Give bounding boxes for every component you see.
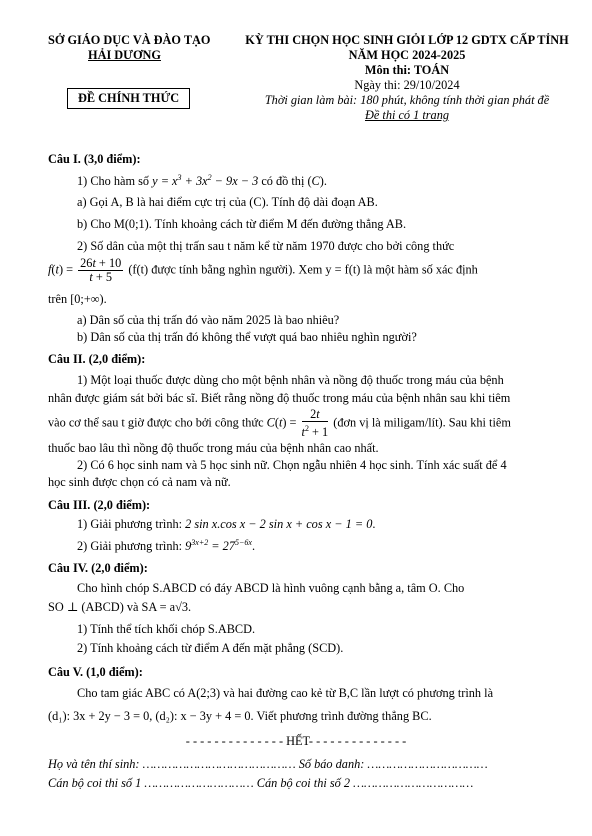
q1-1a: a) Gọi A, B là hai điểm cực trị của (C). Tính độ dài đoạn AB. <box>77 195 378 209</box>
q3-p1: 1) Giải phương trình: 2 sin x.cos x − 2 sin x + cos x − 1 = 0. <box>77 517 376 531</box>
q4-line1: Cho hình chóp S.ABCD có đáy ABCD là hình vuông cạnh bằng a, tâm O. Cho <box>77 581 465 595</box>
q3-title: Câu III. (2,0 điểm): <box>48 498 151 512</box>
q3-p2: 2) Giải phương trình: $9^{3x+2} = 27^{5-6x}$. <box>77 538 256 554</box>
subject: Môn thi: TOÁN <box>364 63 450 77</box>
q2-p1-line2: nhân được giám sát bởi bác sĩ. Biết rằng nồng độ thuốc trong máu của bệnh nhân sau khi tiêm <box>48 391 511 405</box>
q5-line1: Cho tam giác ABC có A(2;3) và hai đường cao kẻ từ B,C lần lượt có phương trình là <box>77 686 494 700</box>
exam-date: Ngày thi: 29/10/2024 <box>354 78 460 92</box>
q1-1b: b) Cho M(0;1). Tính khoảng cách từ điểm M đến đường thẳng AB. <box>77 217 407 231</box>
q1-2b: b) Dân số của thị trấn đó không thể vượt quá bao nhiêu nghìn người? <box>77 330 417 344</box>
q1-part2-line1: 2) Số dân của một thị trấn sau t năm kể từ năm 1970 được cho bởi công thức <box>77 239 455 253</box>
time-limit: Thời gian làm bài: 180 phút, không tính thời gian phát đề <box>264 93 550 107</box>
q2-p1-line3: vào cơ thể sau t giờ được cho bởi công thức C(t) = $\frac{2t}{t^2 + 1}$ (đơn vị là miligam/lít). Sau khi tiêm <box>48 407 511 440</box>
q4-p2: 2) Tính khoảng cách từ điểm A đến mặt phẳng (SCD). <box>77 641 344 655</box>
q2-p2-line1: 2) Có 6 học sinh nam và 5 học sinh nữ. Chọn ngẫu nhiên 4 học sinh. Tính xác suất để 4 <box>77 458 507 472</box>
q5-title: Câu V. (1,0 điểm): <box>48 665 143 679</box>
end-marker: - - - - - - - - - - - - - - HẾT- - - - - - - - - - - - - - <box>185 734 407 748</box>
department-name: SỞ GIÁO DỤC VÀ ĐÀO TẠO <box>48 33 211 47</box>
exam-title: KỲ THI CHỌN HỌC SINH GIỎI LỚP 12 GDTX CẤP TỈNH <box>245 33 569 47</box>
q1-title: Câu I. (3,0 điểm): <box>48 152 141 166</box>
q2-p2-line2: học sinh được chọn có cả nam và nữ. <box>48 475 231 489</box>
school-year: NĂM HỌC 2024-2025 <box>348 48 466 62</box>
q4-line2: SO ⊥ (ABCD) và SA = a√3. <box>48 600 192 614</box>
page-count: Đề thi có 1 trang <box>364 108 450 122</box>
q2-p1-line4: thuốc bao lâu thì nồng độ thuốc trong máu của bệnh nhân cao nhất. <box>48 441 379 455</box>
official-badge: ĐỀ CHÍNH THỨC <box>67 88 190 109</box>
proctor-line: Cán bộ coi thi số 1 ………………………… Cán bộ coi thi số 2 …………………………… <box>48 776 474 790</box>
candidate-info-line: Họ và tên thí sinh: …………………………………… Số báo danh: …………………………… <box>48 757 488 771</box>
q5-line2: (d₁): 3x + 2y − 3 = 0, (d₂): x − 3y + 4 = 0. Viết phương trình đường thẳng BC. <box>48 709 432 723</box>
q4-title: Câu IV. (2,0 điểm): <box>48 561 148 575</box>
q4-p1: 1) Tính thể tích khối chóp S.ABCD. <box>77 622 256 636</box>
q1-part2-line3: trên [0;+∞). <box>48 292 107 306</box>
q1-2a: a) Dân số của thị trấn đó vào năm 2025 là bao nhiêu? <box>77 313 340 327</box>
q2-p1-line1: 1) Một loại thuốc được dùng cho một bệnh nhân và nồng độ thuốc trong máu của bệnh <box>77 373 504 387</box>
q1-part2-line2: f(t) = $\frac{26t + 10}{t + 5}$ (f(t) được tính bằng nghìn người). Xem y = f(t) là một hàm số xác định <box>48 256 478 284</box>
q1-part1: 1) Cho hàm số $y = x^3 + 3x^2 - 9x - 3$ có đồ thị (C). <box>77 173 327 189</box>
q2-title: Câu II. (2,0 điểm): <box>48 352 146 366</box>
province-name: HẢI DƯƠNG <box>88 48 161 62</box>
